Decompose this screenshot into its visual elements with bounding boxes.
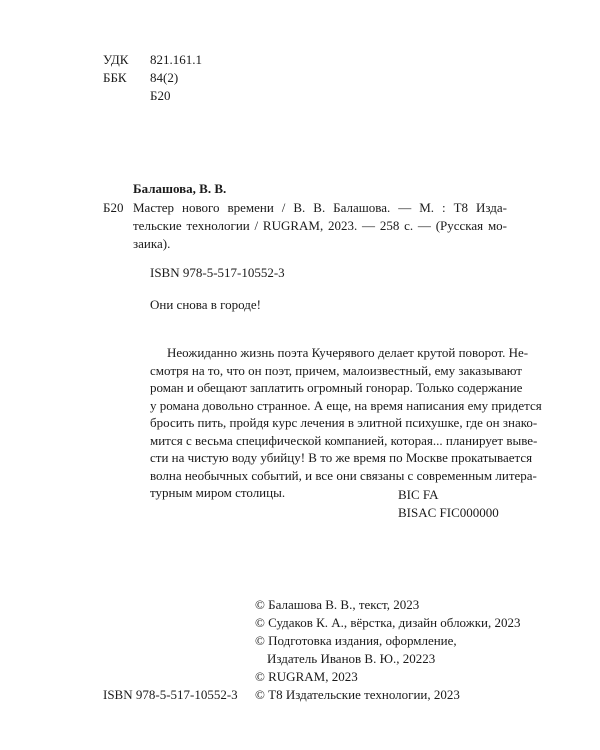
tagline: Они снова в городе! bbox=[150, 297, 262, 312]
udk-value: 821.161.1 bbox=[150, 52, 202, 67]
bbk-value: 84(2) bbox=[150, 70, 179, 85]
annotation-line: у романа довольно странное. А еще, на время написания ему придется bbox=[150, 397, 542, 413]
record-heading: Балашова, В. В. bbox=[133, 181, 227, 196]
record-desc-line-2: тельские технологии / RUGRAM, 2023. — 258 с. — (Русская мо- bbox=[133, 218, 507, 233]
annotation-line: бросить пить, пройдя курс лечения в элитной психушке, где он знако- bbox=[150, 415, 538, 430]
record-desc-line-3: заика). bbox=[133, 236, 171, 251]
copyright-line: Издатель Иванов В. Ю., 20223 bbox=[267, 651, 436, 666]
copyright-line: © Судаков К. А., вёрстка, дизайн обложки, 2023 bbox=[255, 615, 521, 630]
annotation-line: турным миром столицы. bbox=[150, 485, 286, 500]
copyright-line: © Балашова В. В., текст, 2023 bbox=[255, 597, 420, 612]
record-isbn: ISBN 978-5-517-10552-3 bbox=[150, 265, 285, 280]
annotation-line: волна необычных событий, и все они связаны с современным литера- bbox=[150, 467, 537, 483]
annotation-line: смотря на то, что он поэт, причем, малоизвестный, ему заказывают bbox=[150, 362, 522, 378]
bbk-label: ББК bbox=[103, 70, 127, 85]
annotation bbox=[150, 344, 542, 502]
author-mark-top: Б20 bbox=[150, 88, 171, 103]
bisac-code: BISAC FIC000000 bbox=[398, 505, 499, 520]
record-desc-line-1: Мастер нового времени / В. В. Балашова. — М. : Т8 Изда- bbox=[133, 200, 507, 215]
copyright-line: © Т8 Издательские технологии, 2023 bbox=[255, 687, 460, 702]
copyright-line: © Подготовка издания, оформление, bbox=[255, 633, 457, 648]
footer-isbn: ISBN 978-5-517-10552-3 bbox=[103, 687, 238, 702]
annotation-line: Неожиданно жизнь поэта Кучерявого делает крутой поворот. Не- bbox=[167, 345, 529, 360]
author-mark: Б20 bbox=[103, 200, 124, 215]
udk-label: УДК bbox=[103, 52, 129, 67]
annotation-line: мится с весьма специфической компанией, которая... планирует выве- bbox=[150, 432, 538, 448]
annotation-line: сти на чистую воду убийцу! В то же время по Москве прокатывается bbox=[150, 450, 533, 465]
copyright-line: © RUGRAM, 2023 bbox=[255, 669, 358, 684]
annotation-line: роман и обещают заплатить огромный гонорар. Только содержание bbox=[150, 380, 523, 395]
bic-code: BIC FA bbox=[398, 487, 439, 502]
